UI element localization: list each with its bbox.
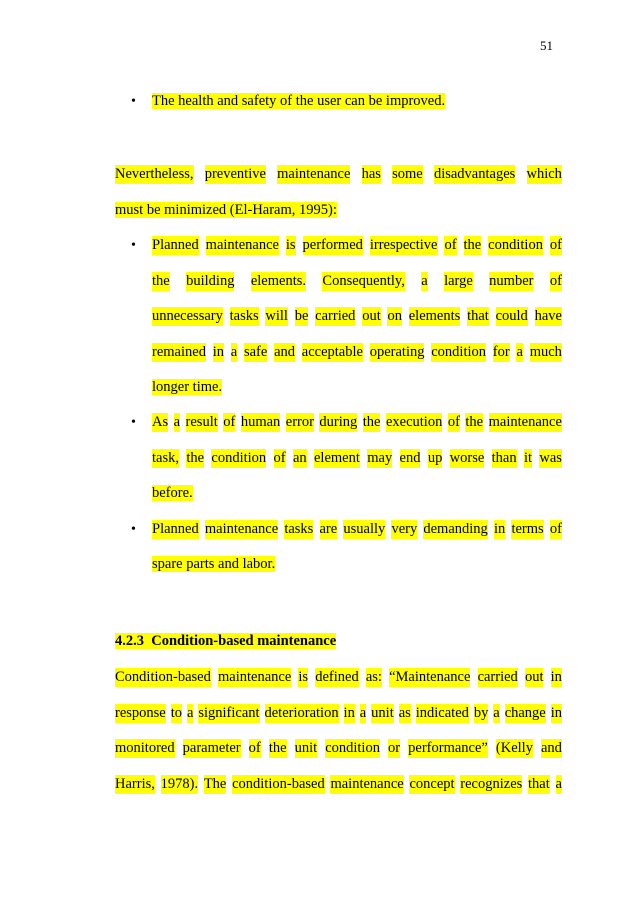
bullet-line bbox=[152, 449, 562, 468]
bullet-line bbox=[152, 484, 562, 503]
word: the bbox=[152, 273, 170, 289]
bullet-line bbox=[152, 307, 562, 326]
word: the bbox=[465, 414, 484, 430]
word: defined bbox=[315, 669, 359, 685]
word: terms bbox=[511, 521, 544, 537]
word: indicated bbox=[415, 705, 469, 721]
word: by bbox=[473, 705, 489, 721]
bullet-line bbox=[152, 92, 445, 111]
word: monitored bbox=[115, 740, 175, 756]
word: change bbox=[504, 705, 546, 721]
word: condition bbox=[211, 450, 267, 466]
word: condition bbox=[431, 344, 487, 360]
word: maintenance bbox=[277, 166, 351, 182]
bullet-line bbox=[152, 413, 562, 432]
word: Planned bbox=[152, 521, 199, 537]
word: unit bbox=[371, 705, 394, 721]
word: a bbox=[555, 776, 562, 792]
word: an bbox=[292, 450, 307, 466]
word: much bbox=[529, 344, 562, 360]
word: disadvantages bbox=[433, 166, 516, 182]
word: recognizes bbox=[460, 776, 523, 792]
word: are bbox=[319, 521, 338, 537]
word: could bbox=[495, 308, 528, 324]
word: carried bbox=[315, 308, 356, 324]
bullet-line bbox=[152, 378, 562, 397]
paragraph-line bbox=[115, 704, 562, 723]
word: and bbox=[541, 740, 562, 756]
bullet-dot: • bbox=[131, 522, 136, 537]
word: have bbox=[534, 308, 562, 324]
word: a bbox=[230, 344, 238, 360]
word: building bbox=[186, 273, 235, 289]
word: condition bbox=[488, 237, 543, 253]
word: up bbox=[427, 450, 443, 466]
section-heading bbox=[115, 632, 336, 651]
paragraph-line bbox=[115, 668, 562, 687]
word: deterioration bbox=[264, 705, 339, 721]
word: out bbox=[524, 669, 544, 685]
bullet-dot: • bbox=[131, 415, 136, 430]
word: As bbox=[152, 414, 169, 430]
word: performed bbox=[302, 237, 363, 253]
bullet-line bbox=[152, 555, 562, 574]
section-heading-text: 4.2.3 Condition-based maintenance bbox=[115, 633, 337, 649]
bullet-line bbox=[152, 520, 562, 539]
word: large bbox=[444, 273, 473, 289]
word: element bbox=[313, 450, 360, 466]
bullet-line bbox=[152, 343, 562, 362]
word: end bbox=[399, 450, 421, 466]
word: elements. bbox=[250, 273, 307, 289]
word: unit bbox=[294, 740, 318, 756]
word: a bbox=[421, 273, 428, 289]
word: carried bbox=[477, 669, 518, 685]
word: Harris, bbox=[115, 776, 155, 792]
word: maintenance bbox=[488, 414, 562, 430]
word: of bbox=[549, 237, 562, 253]
word: irrespective bbox=[369, 237, 438, 253]
word: concept bbox=[409, 776, 455, 792]
word: during bbox=[319, 414, 358, 430]
word: that bbox=[528, 776, 550, 792]
word: demanding bbox=[423, 521, 488, 537]
word: acceptable bbox=[301, 344, 363, 360]
word: very bbox=[391, 521, 418, 537]
word: 1978). bbox=[160, 776, 199, 792]
word: a bbox=[516, 344, 523, 360]
word: in bbox=[493, 521, 506, 537]
word: number bbox=[489, 273, 534, 289]
word: of bbox=[273, 450, 286, 466]
word: the bbox=[362, 414, 381, 430]
paragraph-line bbox=[115, 165, 562, 184]
word: human bbox=[240, 414, 281, 430]
paragraph-line bbox=[115, 739, 562, 758]
word: is bbox=[298, 669, 309, 685]
word: and bbox=[274, 344, 296, 360]
word: of bbox=[444, 237, 457, 253]
word: Nevertheless, bbox=[115, 166, 194, 182]
word: maintenance bbox=[330, 776, 404, 792]
word: as: bbox=[365, 669, 382, 685]
page-number: 51 bbox=[540, 38, 553, 53]
word: parameter bbox=[182, 740, 241, 756]
bullet-line-text: spare parts and labor. bbox=[152, 556, 276, 572]
word: task, bbox=[152, 450, 179, 466]
word: in bbox=[343, 705, 355, 721]
paragraph-line bbox=[115, 775, 562, 794]
word: for bbox=[492, 344, 510, 360]
word: “Maintenance bbox=[389, 669, 471, 685]
word: the bbox=[463, 237, 482, 253]
word: a bbox=[493, 705, 500, 721]
word: maintenance bbox=[205, 237, 279, 253]
bullet-dot: • bbox=[131, 94, 136, 109]
word: the bbox=[268, 740, 287, 756]
bullet-dot: • bbox=[131, 238, 136, 253]
word: was bbox=[539, 450, 562, 466]
word: condition bbox=[325, 740, 380, 756]
word: condition-based bbox=[232, 776, 325, 792]
word: performance” bbox=[408, 740, 488, 756]
word: to bbox=[170, 705, 182, 721]
word: of bbox=[223, 414, 236, 430]
word: which bbox=[526, 166, 562, 182]
word: is bbox=[285, 237, 296, 253]
word: (Kelly bbox=[495, 740, 533, 756]
word: Planned bbox=[152, 237, 199, 253]
word: unnecessary bbox=[152, 308, 223, 324]
word: or bbox=[388, 740, 401, 756]
word: result bbox=[185, 414, 218, 430]
word: of bbox=[549, 273, 562, 289]
word: in bbox=[550, 705, 562, 721]
word: out bbox=[362, 308, 381, 324]
word: the bbox=[186, 450, 205, 466]
word: will bbox=[265, 308, 288, 324]
word: of bbox=[248, 740, 261, 756]
paragraph-line bbox=[115, 201, 562, 220]
word: The bbox=[203, 776, 227, 792]
word: in bbox=[212, 344, 224, 360]
word: preventive bbox=[204, 166, 266, 182]
bullet-text: The health and safety of the user can be improved. bbox=[152, 93, 446, 109]
word: error bbox=[285, 414, 314, 430]
word: that bbox=[467, 308, 489, 324]
bullet-line bbox=[152, 236, 562, 255]
word: be bbox=[294, 308, 309, 324]
word: may bbox=[367, 450, 393, 466]
word: a bbox=[173, 414, 181, 430]
bullet-line-text: longer time. bbox=[152, 379, 223, 395]
word: execution bbox=[385, 414, 443, 430]
word: remained bbox=[152, 344, 206, 360]
word: a bbox=[186, 705, 194, 721]
word: Consequently, bbox=[322, 273, 405, 289]
word: significant bbox=[198, 705, 260, 721]
word: tasks bbox=[229, 308, 259, 324]
word: worse bbox=[449, 450, 485, 466]
word: maintenance bbox=[204, 521, 279, 537]
word: elements bbox=[408, 308, 461, 324]
word: some bbox=[392, 166, 423, 182]
word: as bbox=[398, 705, 411, 721]
word: of bbox=[447, 414, 460, 430]
word: response bbox=[115, 705, 166, 721]
word: maintenance bbox=[218, 669, 292, 685]
word: on bbox=[387, 308, 402, 324]
word: safe bbox=[243, 344, 268, 360]
word: it bbox=[523, 450, 533, 466]
word: has bbox=[361, 166, 381, 182]
word: than bbox=[491, 450, 517, 466]
word: usually bbox=[343, 521, 386, 537]
word: of bbox=[549, 521, 562, 537]
word: Condition-based bbox=[115, 669, 211, 685]
bullet-line bbox=[152, 272, 562, 291]
word: a bbox=[359, 705, 367, 721]
word: operating bbox=[369, 344, 425, 360]
bullet-line-text: before. bbox=[152, 485, 193, 501]
paragraph-line-text: must be minimized (El-Haram, 1995): bbox=[115, 202, 337, 218]
word: tasks bbox=[284, 521, 314, 537]
word: in bbox=[550, 669, 562, 685]
